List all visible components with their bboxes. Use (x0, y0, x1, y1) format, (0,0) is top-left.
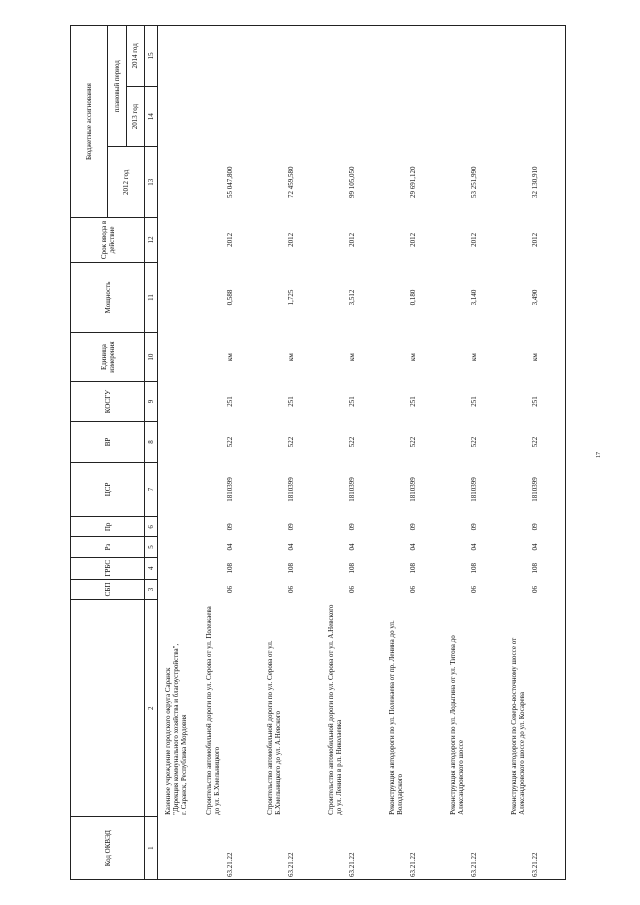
cell-okved: 63.21.22 (260, 817, 321, 880)
cell-rz: 04 (347, 543, 356, 551)
cell-y2014 (321, 26, 382, 87)
group-name: Казенное учреждение городского округа Саранск "Дирекция коммунального хозяйства и благоустройства", г. Саранск, Республика Мордовия (164, 643, 188, 815)
cell-spp: 06 (286, 585, 295, 593)
cell-okved: 63.21.22 (443, 817, 504, 880)
cell-vr: 522 (286, 436, 295, 448)
cell-pr: 09 (504, 517, 566, 537)
header-year-2012: 2012 год (108, 147, 145, 218)
cell-y2012: 55 047,800 (225, 166, 234, 199)
cell-term: 2012 (504, 218, 566, 262)
column-number: 10 (145, 333, 158, 382)
table-row (443, 26, 504, 880)
column-number: 1 (145, 817, 158, 880)
cell-y2014 (443, 26, 504, 87)
cell-name: Строительство автомобильной дороги по ул. Серова от ул. А.Невского до ул. Ленина в р.п. Николаевка (327, 604, 343, 815)
header-grbs: ГРБС (71, 557, 145, 579)
cell-capacity: 3,140 (469, 289, 478, 306)
header-spp: СБП (71, 579, 145, 599)
cell-csr: 1810399 (225, 477, 234, 502)
cell-rz: 04 (408, 543, 417, 551)
page-number: 17 (596, 452, 602, 458)
cell-spp: 06 (347, 585, 356, 593)
cell-grbs: 108 (469, 563, 478, 574)
cell-y2014 (382, 26, 443, 87)
header-kosgu: КОСГУ (71, 381, 145, 421)
cell-y2012: 32 130,910 (504, 147, 566, 218)
budget-table (70, 25, 566, 880)
cell-kosgu: 251 (504, 381, 566, 421)
cell-kosgu: 251 (469, 396, 478, 407)
column-number: 12 (145, 218, 158, 262)
cell-vr: 522 (408, 436, 417, 448)
header-capacity: Мощность (71, 262, 145, 333)
cell-okved: 63.21.22 (504, 817, 566, 880)
header-vr: ВР (71, 422, 145, 462)
column-number: 5 (145, 537, 158, 557)
cell-capacity: 3,490 (504, 262, 566, 333)
cell-capacity: 1,725 (286, 289, 295, 306)
cell-name: Реконструкция автодороги по ул. Полежаева от пр. Ленина до ул. Володарского (388, 620, 404, 815)
column-number: 7 (145, 462, 158, 517)
cell-okved: 63.21.22 (199, 817, 260, 880)
cell-okved: 63.21.22 (382, 817, 443, 880)
cell-kosgu: 251 (347, 396, 356, 407)
header-unit: Единица измерения (71, 333, 145, 382)
cell-unit: км (286, 353, 295, 361)
column-number: 4 (145, 557, 158, 579)
column-number: 14 (145, 86, 158, 147)
cell-pr: 09 (469, 523, 478, 531)
cell-spp: 06 (408, 585, 417, 593)
cell-y2013 (504, 86, 566, 147)
column-number: 3 (145, 579, 158, 599)
table-row (382, 26, 443, 880)
header-year-2014: 2014 год (126, 26, 145, 87)
cell-unit: км (408, 353, 417, 361)
cell-y2013 (321, 86, 382, 147)
group-row (158, 26, 200, 880)
header-term: Срок ввода в действие (71, 218, 145, 262)
cell-y2013 (260, 86, 321, 147)
cell-grbs: 108 (225, 563, 234, 574)
cell-y2014 (199, 26, 260, 87)
cell-y2012: 99 105,050 (347, 166, 356, 199)
cell-name: Строительство автомобильной дороги по ул. Серова от ул. Б.Хмельницкого до ул. А.Невского (266, 640, 282, 815)
cell-y2014 (504, 26, 566, 87)
header-budget: Бюджетные ассигнования (71, 26, 108, 218)
column-number: 15 (145, 26, 158, 87)
cell-unit: км (225, 353, 234, 361)
cell-name: Строительство автомобильной дороги по ул. Серова от ул. Полежаева до ул. Б.Хмельницкого (205, 606, 221, 815)
column-number: 11 (145, 262, 158, 333)
cell-y2012: 72 459,580 (286, 166, 295, 199)
table-row (504, 26, 566, 880)
header-plan-period: плановый период (108, 26, 127, 147)
cell-vr: 522 (469, 436, 478, 448)
cell-rz: 04 (469, 543, 478, 551)
cell-vr: 522 (225, 436, 234, 448)
cell-unit: км (504, 333, 566, 382)
header-csr: ЦСР (71, 462, 145, 517)
cell-kosgu: 251 (225, 396, 234, 407)
cell-rz: 04 (504, 537, 566, 557)
cell-spp: 06 (504, 579, 566, 599)
header-rz: Рз (71, 537, 145, 557)
rotated-page (70, 25, 630, 880)
cell-y2012: 53 251,990 (469, 166, 478, 199)
header-year-2013: 2013 год (126, 86, 145, 147)
cell-grbs: 108 (504, 557, 566, 579)
cell-y2014 (260, 26, 321, 87)
table-body (158, 26, 566, 880)
cell-pr: 09 (225, 523, 234, 531)
cell-grbs: 108 (286, 563, 295, 574)
cell-term: 2012 (286, 232, 295, 247)
cell-okved: 63.21.22 (321, 817, 382, 880)
cell-pr: 09 (286, 523, 295, 531)
cell-csr: 1810399 (469, 477, 478, 502)
header-pr: Пр (71, 517, 145, 537)
cell-capacity: 3,512 (347, 289, 356, 306)
column-number: 6 (145, 517, 158, 537)
cell-y2013 (199, 86, 260, 147)
cell-kosgu: 251 (286, 396, 295, 407)
column-number: 13 (145, 147, 158, 218)
cell-pr: 09 (408, 523, 417, 531)
cell-capacity: 0,180 (408, 289, 417, 306)
cell-y2012: 29 691,120 (408, 166, 417, 199)
cell-csr: 1810399 (347, 477, 356, 502)
cell-rz: 04 (225, 543, 234, 551)
cell-csr: 1810399 (408, 477, 417, 502)
cell-grbs: 108 (347, 563, 356, 574)
cell-name: Реконструкция автодороги по ул. Лодыгина от ул. Титова до Александровского шоссе (449, 635, 465, 815)
cell-spp: 06 (469, 585, 478, 593)
cell-term: 2012 (408, 232, 417, 247)
column-number: 9 (145, 381, 158, 421)
cell-grbs: 108 (408, 563, 417, 574)
cell-csr: 1810399 (504, 462, 566, 517)
cell-csr: 1810399 (286, 477, 295, 502)
cell-term: 2012 (225, 232, 234, 247)
column-number: 8 (145, 422, 158, 462)
table-row (199, 26, 260, 880)
table-row (260, 26, 321, 880)
cell-y2013 (443, 86, 504, 147)
cell-vr: 522 (504, 422, 566, 462)
cell-rz: 04 (286, 543, 295, 551)
cell-kosgu: 251 (408, 396, 417, 407)
cell-spp: 06 (225, 585, 234, 593)
cell-term: 2012 (347, 232, 356, 247)
header-okved: Код ОКВЭД (71, 817, 145, 880)
header-name (71, 600, 145, 817)
cell-unit: км (347, 353, 356, 361)
cell-term: 2012 (469, 232, 478, 247)
cell-y2013 (382, 86, 443, 147)
table-row (321, 26, 382, 880)
column-numbers-row (145, 26, 158, 880)
cell-name: Реконструкция автодороги по Северо-восточному шоссе от Александровского шоссе до ул. Косарева (504, 600, 566, 817)
cell-capacity: 0,588 (225, 289, 234, 306)
column-number: 2 (145, 600, 158, 817)
cell-unit: км (469, 353, 478, 361)
cell-vr: 522 (347, 436, 356, 448)
cell-pr: 09 (347, 523, 356, 531)
